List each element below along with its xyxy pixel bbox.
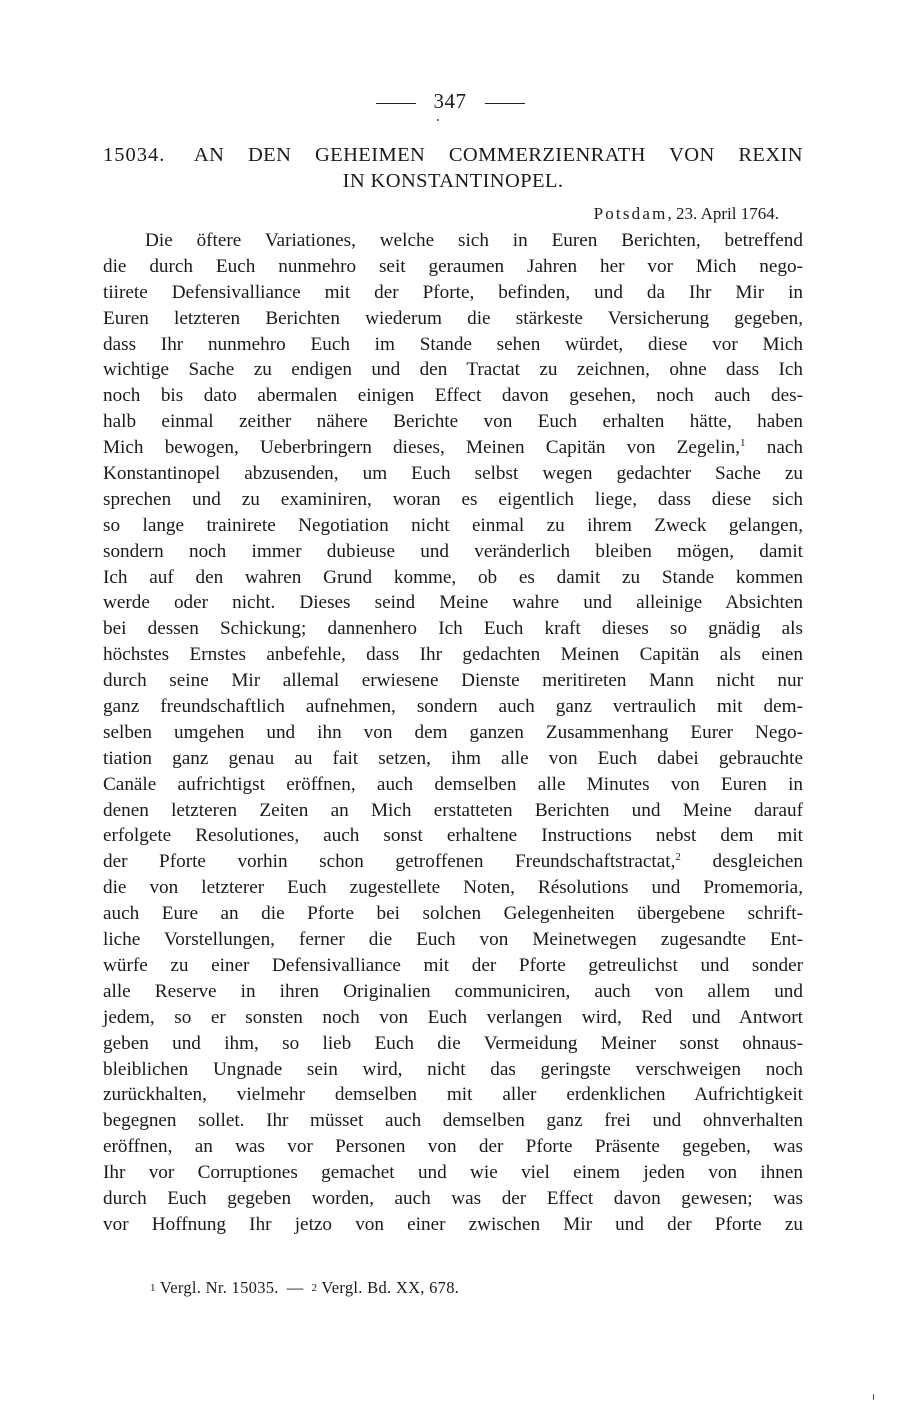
body-line-text: werde oder nicht. Dieses seind Meine wahre und alleinige Absichten <box>103 592 803 614</box>
body-line <box>103 357 803 383</box>
body-line <box>103 1108 803 1134</box>
body-line <box>103 590 803 616</box>
body-line <box>103 1057 803 1083</box>
heading-line-2: IN KONSTANTINOPEL. <box>342 170 564 192</box>
body-line-text: bleiblichen Ungnade sein wird, nicht das geringste verschweigen noch <box>103 1058 803 1080</box>
body-line <box>103 254 803 280</box>
footnote-separator: — <box>286 1278 304 1297</box>
body-line <box>103 513 803 539</box>
footnote-reference-1: 1 <box>740 437 746 450</box>
body-line-text: sprechen und zu examiniren, woran es eigentlich liege, dass diese sich <box>103 488 803 510</box>
heading-recipient: AN DEN GEHEIMEN COMMERZIENRATH VON REXIN <box>193 144 803 166</box>
letter-heading <box>103 142 803 194</box>
letter-body <box>103 228 803 1238</box>
body-line-text: eröffnen, an was vor Personen von der Pforte Präsente gegeben, was <box>103 1136 803 1158</box>
dateline <box>103 203 779 225</box>
body-line-text: noch bis dato abermalen einigen Effect davon gesehen, noch auch des- <box>103 385 803 407</box>
body-line <box>103 487 803 513</box>
body-line-text: sondern noch immer dubieuse und veränderlich bleiben mögen, damit <box>103 540 803 562</box>
body-line-text: höchstes Ernstes anbefehle, dass Ihr gedachten Meinen Capitän als einen <box>103 644 803 666</box>
print-speck <box>873 1394 874 1400</box>
body-line-text: Die öftere Variationes, welche sich in Euren Berichten, betreffend <box>145 230 803 251</box>
body-line <box>103 1186 803 1212</box>
body-line <box>103 772 803 798</box>
heading-line-1 <box>103 142 803 168</box>
body-line-text: durch seine Mir allemal erwiesene Dienste meritireten Mann nicht nur <box>103 670 803 692</box>
footnote-2: Vergl. Bd. XX, 678. <box>321 1278 460 1297</box>
body-line <box>103 565 803 591</box>
body-line-text: die von letzterer Euch zugestellete Noten, Résolutions und Promemoria, <box>103 877 803 899</box>
body-line-text: dass Ihr nunmehro Euch im Stande sehen würdet, diese vor Mich <box>103 333 803 355</box>
body-line-text: selben umgehen und ihn von dem ganzen Zusammenhang Eurer Nego- <box>103 721 803 743</box>
body-line <box>103 849 803 875</box>
body-line <box>103 746 803 772</box>
footnote-reference-2: 2 <box>675 851 681 864</box>
body-line <box>103 435 803 461</box>
letter-number: 15034. <box>103 144 166 166</box>
body-line <box>103 1005 803 1031</box>
body-line-text: liche Vorstellungen, ferner die Euch von Meinetwegen zugesandte Ent- <box>103 929 803 951</box>
footnote-mark-1: 1 <box>150 1282 156 1294</box>
body-line <box>103 901 803 927</box>
body-line <box>103 953 803 979</box>
body-line <box>103 280 803 306</box>
body-line-text: durch Euch gegeben worden, auch was der Effect davon gewesen; was <box>103 1187 803 1209</box>
body-line-text: geben und ihm, so lieb Euch die Vermeidung Meiner sonst ohnaus- <box>103 1032 803 1054</box>
body-line-text: Konstantinopel abzusenden, um Euch selbst wegen gedachter Sache zu <box>103 463 803 485</box>
body-line <box>103 1160 803 1186</box>
body-line-text: würfe zu einer Defensivalliance mit der Pforte getreulichst und sonder <box>103 954 803 976</box>
body-line-text: Mich bewogen, Ueberbringern dieses, Meinen Capitän von Zegelin, <box>103 437 741 459</box>
body-line-text: tiirete Defensivalliance mit der Pforte, befinden, und da Ihr Mir in <box>103 281 803 303</box>
body-line-text: tiation ganz genau au fait setzen, ihm alle von Euch dabei gebrauchte <box>103 747 803 769</box>
print-speck <box>437 119 439 121</box>
body-line <box>103 383 803 409</box>
body-line <box>103 1212 803 1238</box>
body-line-text: auch Eure an die Pforte bei solchen Gelegenheiten übergebene schrift- <box>103 903 803 925</box>
body-line-text: so lange trainirete Negotiation nicht einmal zu ihrem Zweck gelangen, <box>103 514 803 536</box>
body-line <box>103 306 803 332</box>
body-line-text: ganz freundschaftlich aufnehmen, sondern auch ganz vertraulich mit dem- <box>103 696 803 718</box>
body-line <box>103 461 803 487</box>
footnote-1: Vergl. Nr. 15035. <box>159 1278 279 1297</box>
body-line <box>103 823 803 849</box>
body-line-tail: nach <box>766 437 803 459</box>
dateline-place: Potsdam <box>593 204 668 223</box>
body-line <box>103 720 803 746</box>
body-line-text: Canäle aufrichtigst eröffnen, auch demselben alle Minutes von Euren in <box>103 773 803 795</box>
body-line-text: jedem, so er sonsten noch von Euch verlangen wird, Red und Antwort <box>103 1006 803 1028</box>
body-line <box>103 668 803 694</box>
footnotes <box>150 1277 459 1299</box>
footnote-mark-2: 2 <box>311 1282 318 1294</box>
body-line-text: wichtige Sache zu endigen und den Tractat zu zeichnen, ohne dass Ich <box>103 359 803 381</box>
body-line-text: erfolgete Resolutiones, auch sonst erhaltene Instructions nebst dem mit <box>103 825 803 847</box>
body-line <box>103 616 803 642</box>
page-number-header <box>0 86 900 116</box>
body-line <box>103 798 803 824</box>
body-line <box>103 979 803 1005</box>
body-line <box>103 1134 803 1160</box>
body-line-text: die durch Euch nunmehro seit geraumen Jahren her vor Mich nego- <box>103 255 803 277</box>
body-line-text: der Pforte vorhin schon getroffenen Freundschaftstractat, <box>103 851 676 873</box>
body-line <box>103 228 803 254</box>
body-line-text: Ihr vor Corruptiones gemachet und wie viel einem jeden von ihnen <box>103 1162 803 1184</box>
page-number: 347 <box>433 89 467 113</box>
body-line <box>103 332 803 358</box>
body-line <box>103 539 803 565</box>
body-line-text: zurückhalten, vielmehr demselben mit aller erdenklichen Aufrichtigkeit <box>103 1084 803 1106</box>
body-line-text: alle Reserve in ihren Originalien communiciren, auch von allem und <box>103 980 803 1002</box>
body-line <box>103 1082 803 1108</box>
body-line <box>103 694 803 720</box>
body-line-text: Ich auf den wahren Grund komme, ob es damit zu Stande kommen <box>103 566 803 588</box>
header-dash-right <box>485 103 525 104</box>
body-line-text: halb einmal zeither nähere Berichte von Euch erhalten hätte, haben <box>103 411 803 433</box>
body-line-text: Euren letzteren Berichten wiederum die stärkeste Versicherung gegeben, <box>103 307 803 329</box>
body-line <box>103 875 803 901</box>
body-line-tail: desgleichen <box>712 851 804 873</box>
body-line <box>103 409 803 435</box>
body-line-text: begegnen sollet. Ihr müsset auch demselben ganz frei und ohnverhalten <box>103 1110 803 1132</box>
body-line <box>103 642 803 668</box>
body-line-text: denen letzteren Zeiten an Mich erstatteten Berichten und Meine darauf <box>103 799 803 821</box>
header-dash-left <box>376 103 416 104</box>
body-line-text: bei dessen Schickung; dannenhero Ich Euch kraft dieses so gnädig als <box>103 618 803 640</box>
body-line <box>103 927 803 953</box>
body-line-text: vor Hoffnung Ihr jetzo von einer zwischen Mir und der Pforte zu <box>103 1213 803 1235</box>
body-line <box>103 1031 803 1057</box>
dateline-date: , 23. April 1764. <box>667 204 779 223</box>
